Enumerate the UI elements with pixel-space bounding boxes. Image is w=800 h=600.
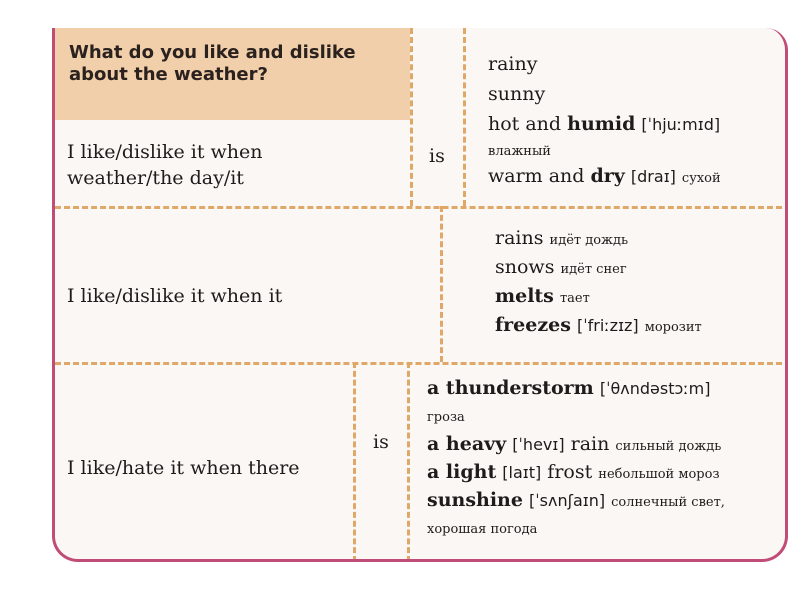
row3-verb: is: [373, 431, 389, 453]
item-prefix: warm and: [488, 165, 585, 187]
item-translation: влажный: [488, 144, 551, 159]
item-transcription: [ˈsʌnʃaɪn]: [529, 491, 606, 510]
item-translation: идёт дождь: [549, 233, 629, 248]
row1-subject-line1: I like/dislike it when: [67, 141, 263, 163]
item-transcription: [ˈhjuːmɪd]: [641, 115, 721, 134]
item-word: snows: [495, 256, 555, 278]
item-translation: сильный дождь: [615, 439, 722, 454]
item-translation: тает: [559, 291, 590, 306]
question-header: [55, 28, 410, 120]
list-item: [427, 432, 721, 459]
row-divider-1: [55, 206, 788, 209]
list-item: [495, 226, 628, 253]
item-word: rains: [495, 227, 544, 249]
list-item: [495, 284, 590, 311]
item-translation: хорошая погода: [427, 522, 538, 537]
column-divider-2: [440, 206, 443, 362]
list-item: [427, 376, 711, 401]
list-item: rainy: [488, 53, 538, 75]
list-item: [427, 460, 720, 487]
question-text: What do you like and dislike about the weather?: [69, 42, 356, 85]
column-divider-1b: [463, 28, 466, 206]
row2-subject: I like/dislike it when it: [67, 285, 283, 307]
item-transcription: [ˈθʌndəstɔːm]: [599, 379, 711, 398]
item-prefix: hot and: [488, 113, 562, 135]
item-transcription: [draɪ]: [630, 167, 676, 186]
item-transcription: [laɪt]: [502, 463, 542, 482]
row3-subject: I like/hate it when there: [67, 457, 300, 479]
row-divider-2: [55, 362, 788, 365]
column-divider-3b: [407, 362, 410, 562]
list-item: [495, 313, 702, 340]
column-divider-1a: [410, 28, 413, 206]
item-word: sunshine: [427, 489, 523, 511]
item-word-rest: rain: [570, 433, 610, 455]
row1-verb: is: [429, 145, 445, 167]
list-item: [495, 255, 627, 282]
list-item: [427, 488, 725, 515]
item-word: humid: [567, 113, 636, 135]
item-word: a light: [427, 461, 497, 483]
list-item: [488, 112, 720, 137]
item-word: dry: [590, 165, 625, 187]
item-transcription: [ˈhevɪ]: [512, 435, 565, 454]
item-word: a heavy: [427, 433, 507, 455]
item-translation: идёт снег: [560, 262, 627, 277]
row1-subject-line2: weather/the day/it: [67, 167, 244, 189]
item-translation: солнечный свет,: [611, 495, 725, 510]
item-word: a thunderstorm: [427, 377, 594, 399]
column-divider-3a: [353, 362, 356, 562]
item-word: freezes: [495, 314, 571, 336]
item-word: melts: [495, 285, 554, 307]
item-translation: сухой: [681, 171, 721, 186]
weather-vocabulary-card: [52, 28, 788, 562]
item-word-rest: frost: [547, 461, 593, 483]
list-item: [488, 164, 721, 191]
item-translation: гроза: [427, 410, 465, 425]
item-transcription: [ˈfriːzɪz]: [576, 316, 639, 335]
item-translation: небольшой мороз: [598, 467, 720, 482]
item-translation: морозит: [644, 320, 702, 335]
list-item: sunny: [488, 83, 546, 105]
